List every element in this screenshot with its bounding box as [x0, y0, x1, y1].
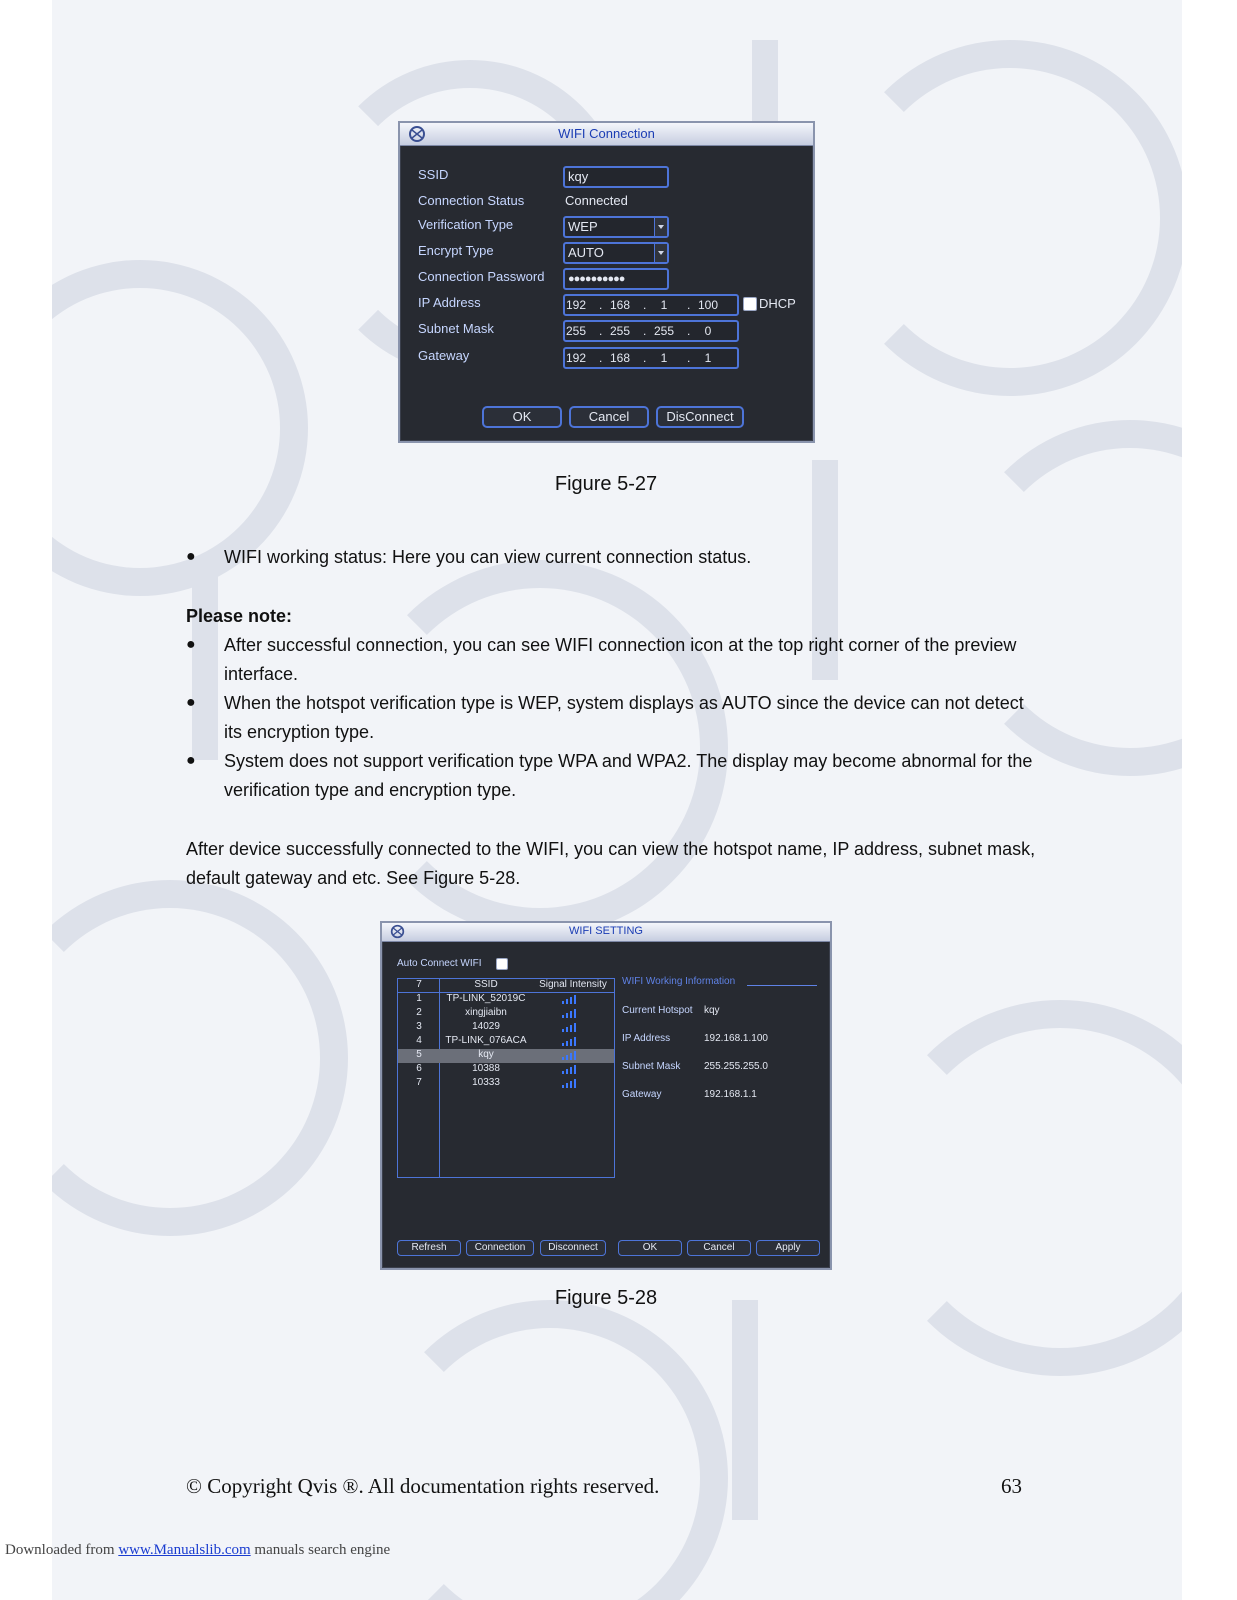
auto-connect-label: Auto Connect WIFI [397, 958, 482, 969]
list-header [398, 979, 614, 993]
table-row[interactable] [398, 1049, 614, 1063]
wifi-setting-dialog [380, 921, 832, 1270]
gateway-octet: 1 [704, 351, 712, 365]
header-ssid: SSID [474, 979, 498, 990]
verification-type-label: Verification Type [418, 217, 514, 232]
row-ssid: kqy [478, 1049, 494, 1060]
ssid-label: SSID [418, 167, 449, 182]
ip-separator: . [687, 324, 691, 338]
verification-type-value: WEP [568, 219, 598, 234]
wifi-connection-dialog [398, 121, 815, 443]
manualslib-link[interactable]: www.Manualslib.com [118, 1542, 251, 1558]
ip-octet: 168 [609, 298, 631, 312]
subnet-octet: 255 [565, 324, 587, 338]
row-number: 1 [416, 993, 422, 1004]
ip-octet: 192 [565, 298, 587, 312]
disconnect-button[interactable]: DisConnect [656, 406, 744, 428]
gateway-label: Gateway [418, 348, 470, 363]
note-text: System does not support verification type WPA and WPA2. The display may become abnormal for the verification type and encryption type. [224, 751, 1033, 800]
info-heading-line [747, 985, 817, 986]
ip-separator: . [687, 351, 691, 365]
encrypt-type-label: Encrypt Type [418, 243, 494, 258]
connection-status-label: Connection Status [418, 193, 525, 208]
page-number: 63 [1001, 1474, 1022, 1498]
subnet-mask-field[interactable] [563, 320, 739, 342]
gateway-field[interactable] [563, 347, 739, 369]
cancel-button[interactable]: Cancel [687, 1240, 751, 1256]
download-suffix: manuals search engine [250, 1542, 391, 1558]
row-number: 4 [416, 1035, 422, 1046]
ip-separator: . [643, 324, 647, 338]
gateway-value: 192.168.1.1 [704, 1089, 757, 1100]
ok-button[interactable]: OK [482, 406, 562, 428]
row-number: 3 [416, 1021, 422, 1032]
dialog-titlebar [382, 923, 830, 942]
table-row[interactable] [398, 1063, 614, 1077]
header-num: 7 [416, 979, 422, 990]
bullet-icon: ● [186, 636, 196, 653]
row-number: 6 [416, 1063, 422, 1074]
current-hotspot-value: kqy [704, 1005, 720, 1016]
copyright-text: © Copyright Qvis ®. All documentation rights reserved. [186, 1474, 660, 1498]
ip-address-value: 192.168.1.100 [704, 1033, 768, 1044]
body-paragraph: After device successfully connected to the WIFI, you can view the hotspot name, IP address, subnet mask, default gateway and etc. See Figure 5-28. [186, 839, 1036, 888]
subnet-mask-value: 255.255.255.0 [704, 1061, 768, 1072]
bullet-text: WIFI working status: Here you can view current connection status. [224, 547, 752, 567]
row-ssid: xingjiaibn [465, 1007, 507, 1018]
refresh-button[interactable]: Refresh [397, 1240, 461, 1256]
row-ssid: TP-LINK_52019C [446, 993, 526, 1004]
watermark-bar [192, 560, 218, 760]
watermark-ring [372, 1300, 728, 1600]
apply-button[interactable]: Apply [756, 1240, 820, 1256]
watermark-bar [732, 1300, 758, 1520]
table-row[interactable] [398, 993, 614, 1007]
bullet-icon: ● [186, 548, 196, 565]
signal-strength-icon [562, 1037, 578, 1046]
connection-password-label: Connection Password [418, 269, 545, 284]
row-number: 2 [416, 1007, 422, 1018]
ip-address-label: IP Address [418, 295, 481, 310]
dhcp-label: DHCP [759, 296, 796, 311]
hotspot-rows [398, 993, 614, 1177]
row-ssid: TP-LINK_076ACA [445, 1035, 527, 1046]
download-note [5, 1542, 390, 1559]
ok-button[interactable]: OK [618, 1240, 682, 1256]
figure-caption: Figure 5-27 [554, 473, 658, 495]
auto-connect-checkbox[interactable] [496, 958, 508, 970]
gateway-octet: 192 [565, 351, 587, 365]
header-signal: Signal Intensity [539, 979, 607, 990]
info-heading: WIFI Working Information [622, 976, 736, 987]
signal-strength-icon [562, 1051, 578, 1060]
connection-button[interactable]: Connection [466, 1240, 534, 1256]
ip-address-field[interactable] [563, 294, 739, 316]
chevron-down-icon[interactable] [654, 218, 667, 236]
table-row[interactable] [398, 1007, 614, 1021]
watermark-ring [832, 40, 1182, 396]
signal-strength-icon [562, 1009, 578, 1018]
signal-strength-icon [562, 1079, 578, 1088]
verification-type-select[interactable] [563, 216, 669, 238]
watermark-ring [52, 880, 348, 1236]
bullet-icon: ● [186, 694, 196, 711]
gateway-octet: 168 [609, 351, 631, 365]
current-hotspot-label: Current Hotspot [622, 1005, 693, 1016]
ip-octet: 100 [697, 298, 719, 312]
signal-strength-icon [562, 995, 578, 1004]
download-prefix: Downloaded from [5, 1542, 119, 1558]
subnet-octet: 255 [609, 324, 631, 338]
signal-strength-icon [562, 1023, 578, 1032]
ip-separator: . [643, 351, 647, 365]
encrypt-type-select[interactable] [563, 242, 669, 264]
ip-separator: . [599, 324, 603, 338]
connection-status-value: Connected [565, 193, 628, 208]
table-row[interactable] [398, 1021, 614, 1035]
ip-separator: . [687, 298, 691, 312]
note-heading: Please note: [186, 606, 293, 626]
table-row[interactable] [398, 1077, 614, 1091]
dhcp-checkbox[interactable] [743, 297, 757, 311]
subnet-mask-label: Subnet Mask [418, 321, 494, 336]
ip-separator: . [599, 298, 603, 312]
ip-separator: . [643, 298, 647, 312]
row-number: 7 [416, 1077, 422, 1088]
connection-password-field[interactable]: ●●●●●●●●●● [563, 268, 669, 290]
encrypt-type-value: AUTO [568, 245, 604, 260]
dialog-titlebar [400, 123, 813, 146]
note-text: When the hotspot verification type is WEP, system displays as AUTO since the device can not detect its encryption type. [224, 693, 1024, 742]
gateway-label: Gateway [622, 1089, 662, 1100]
gateway-octet: 1 [660, 351, 668, 365]
signal-strength-icon [562, 1065, 578, 1074]
chevron-down-icon[interactable] [654, 244, 667, 262]
dialog-title: WIFI SETTING [569, 925, 643, 937]
note-text: After successful connection, you can see WIFI connection icon at the top right corner of the preview interface. [224, 635, 1017, 684]
subnet-octet: 255 [653, 324, 675, 338]
watermark-ring [872, 1000, 1182, 1376]
cancel-button[interactable]: Cancel [569, 406, 649, 428]
figure-caption: Figure 5-28 [554, 1287, 658, 1309]
ip-octet: 1 [660, 298, 668, 312]
subnet-mask-label: Subnet Mask [622, 1061, 681, 1072]
row-ssid: 10333 [472, 1077, 500, 1088]
ip-address-label: IP Address [622, 1033, 671, 1044]
subnet-octet: 0 [704, 324, 712, 338]
ssid-field[interactable]: kqy [563, 166, 669, 188]
hotspot-list[interactable] [397, 978, 615, 1178]
row-number: 5 [416, 1049, 422, 1060]
table-row[interactable] [398, 1035, 614, 1049]
row-ssid: 14029 [472, 1021, 500, 1032]
bullet-icon: ● [186, 752, 196, 769]
dialog-title: WIFI Connection [558, 126, 655, 141]
row-ssid: 10388 [472, 1063, 500, 1074]
disconnect-button[interactable]: Disconnect [540, 1240, 606, 1256]
ip-separator: . [599, 351, 603, 365]
